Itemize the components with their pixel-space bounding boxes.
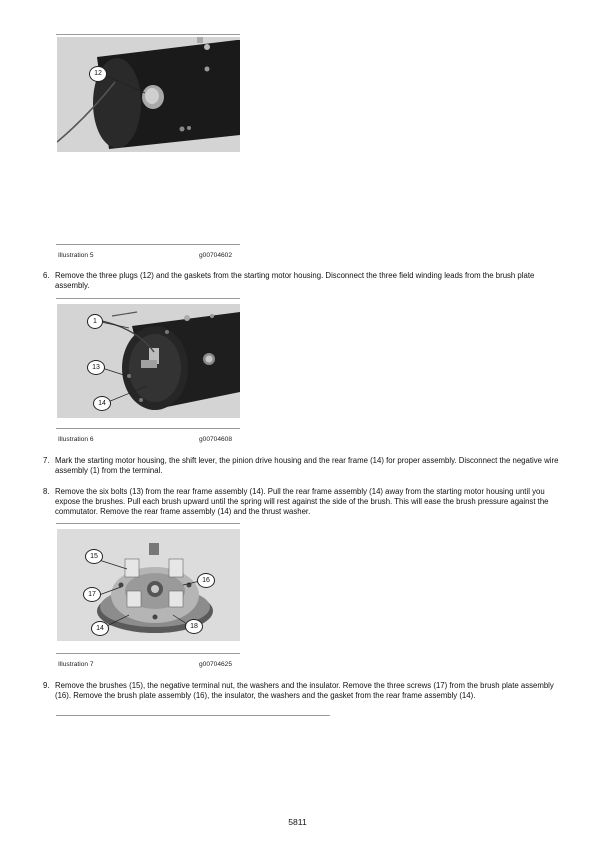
illustration-5-top-rule: [56, 34, 240, 35]
step-7-text: Mark the starting motor housing, the shift lever, the pinion drive housing and the rear frame (14) for proper assembly. Disconnect the negative wire assembly (1) from the terminal.: [55, 456, 559, 475]
step-8-number: 8.: [43, 487, 50, 496]
starting-motor-housing-image: [57, 37, 240, 152]
illustration-6-top-rule: [56, 298, 240, 299]
callout-16: 16: [197, 573, 215, 588]
illustration-6-code: g00704608: [199, 436, 233, 443]
starting-motor-rear-frame-image: [57, 304, 240, 418]
step-8-text: Remove the six bolts (13) from the rear frame assembly (14). Pull the rear frame assembly (14) away from the starting motor housing until you expose the brushes. Pull each brush upward until the spring will rest against the side of the brush. This will ease the brush pressure against the commutator. Remove the rear frame assembly (14) and the thrust washer.: [55, 487, 549, 516]
illustration-7-code: g00704625: [199, 661, 233, 668]
illustration-5-bottom-rule: [56, 244, 240, 245]
callout-13: 13: [87, 360, 105, 375]
step-6: [43, 271, 563, 291]
step-7: [43, 456, 563, 476]
step-6-number: 6.: [43, 271, 50, 280]
callout-1: 1: [87, 314, 103, 329]
step-6-text: Remove the three plugs (12) and the gaskets from the starting motor housing. Disconnect the three field winding leads from the brush plate assembly.: [55, 271, 535, 290]
illustration-5-label: Illustration 5: [58, 252, 94, 259]
page-number: 5811: [288, 817, 307, 827]
section-end-rule: [56, 715, 330, 716]
illustration-5-code: g00704602: [199, 252, 233, 259]
illustration-6-bottom-rule: [56, 428, 240, 429]
callout-14: 14: [91, 621, 109, 636]
illustration-6-photo: [57, 304, 240, 418]
illustration-6-label: Illustration 6: [58, 436, 94, 443]
illustration-7-label: Illustration 7: [58, 661, 94, 668]
illustration-7-bottom-rule: [56, 653, 240, 654]
illustration-5-photo: [57, 37, 240, 152]
illustration-7-top-rule: [56, 523, 240, 524]
callout-15: 15: [85, 549, 103, 564]
step-9: [43, 681, 563, 701]
step-8: [43, 487, 563, 517]
step-9-text: Remove the brushes (15), the negative terminal nut, the washers and the insulator. Remove the three screws (17) from the brush plate assembly (16). Remove the brush plate assembly (16), the insulator, the washers and the gasket from the rear frame assembly (14).: [55, 681, 554, 700]
callout-14: 14: [93, 396, 111, 411]
step-7-number: 7.: [43, 456, 50, 465]
callout-18: 18: [185, 619, 203, 634]
callout-12: 12: [89, 66, 107, 82]
illustration-7-photo: [57, 529, 240, 641]
step-9-number: 9.: [43, 681, 50, 690]
callout-17: 17: [83, 587, 101, 602]
